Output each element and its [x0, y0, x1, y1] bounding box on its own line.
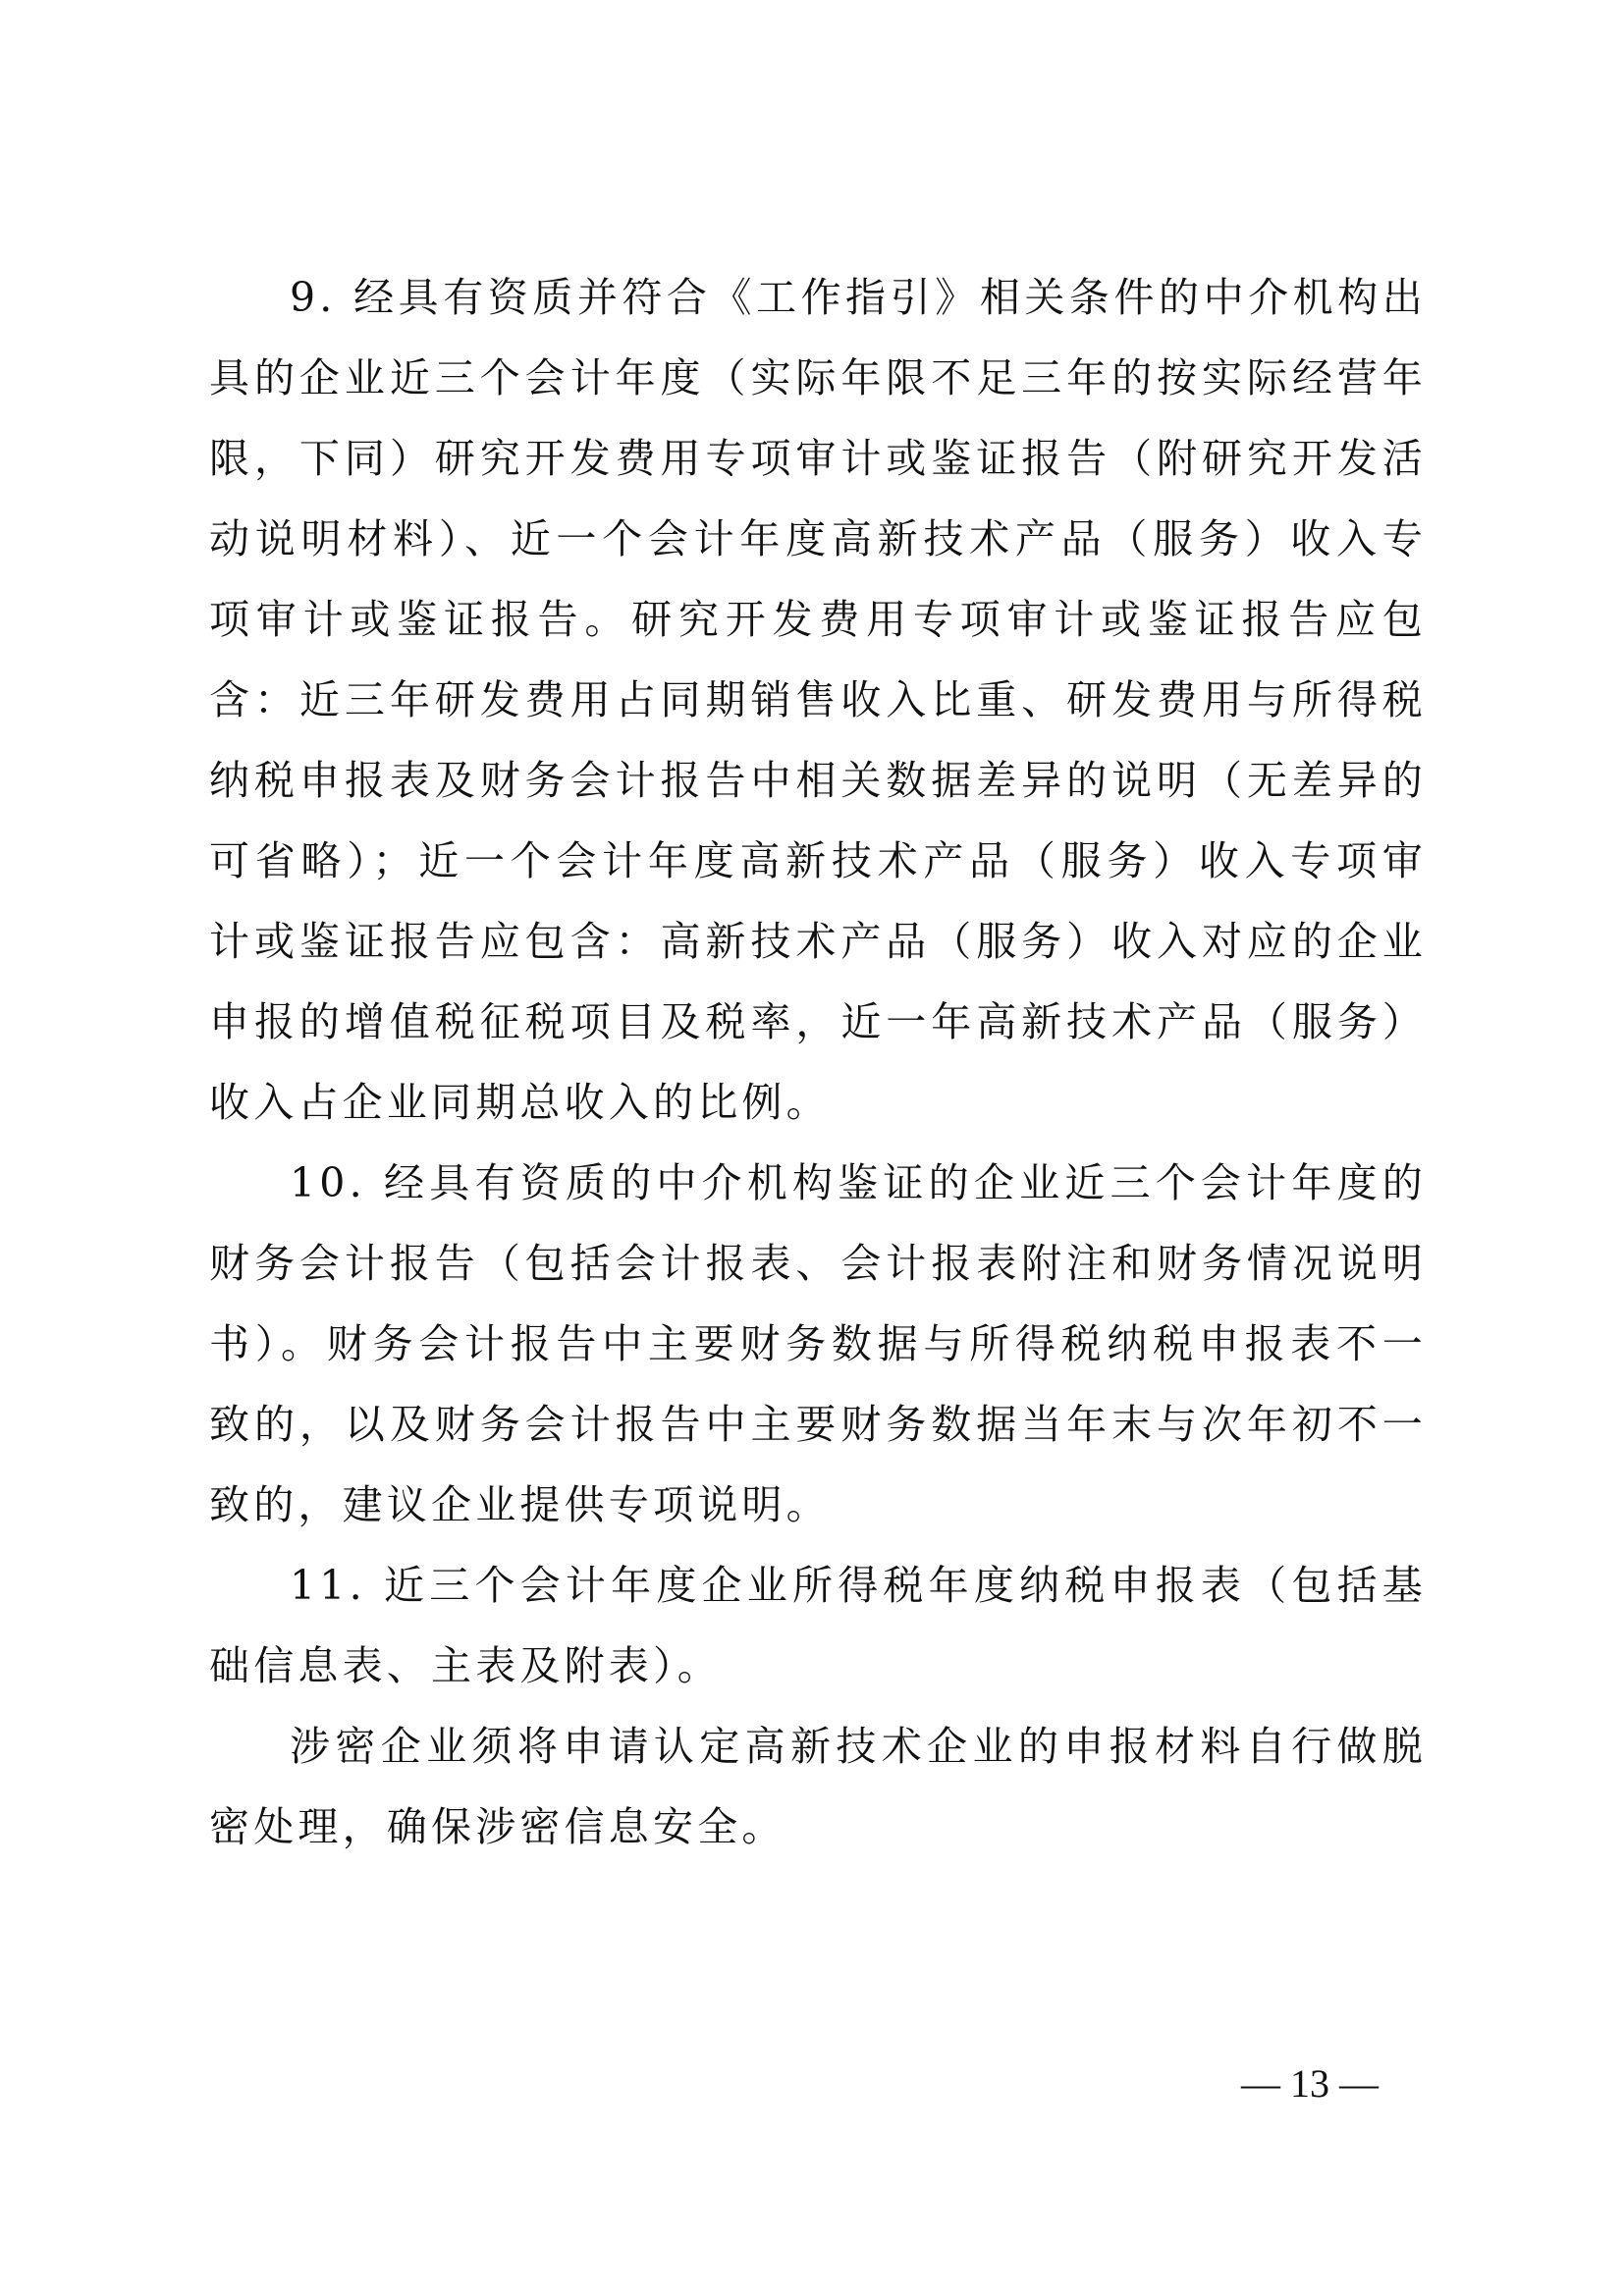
confidential-note-paragraph: 涉密企业须将申请认定高新技术企业的申报材料自行做脱密处理，确保涉密信息安全。 — [209, 1723, 1427, 1850]
page-number: — 13 — — [1241, 2061, 1379, 2106]
item-10-paragraph: 10. 经具有资质的中介机构鉴证的企业近三个会计年度的财务会计报告（包括会计报表、会计报表附注和财务情况说明书）。财务会计报告中主要财务数据与所得税纳税申报表不一致的，以及财务会计报告中主要财务数据当年末与次年初不一致的，建议企业提供专项说明。 — [209, 1159, 1427, 1528]
item-11-paragraph: 11. 近三个会计年度企业所得税年度纳税申报表（包括基础信息表、主表及附表）。 — [209, 1562, 1427, 1689]
document-body — [209, 257, 1427, 1867]
item-9-paragraph: 9. 经具有资质并符合《工作指引》相关条件的中介机构出具的企业近三个会计年度（实际年限不足三年的按实际经营年限，下同）研究开发费用专项审计或鉴证报告（附研究开发活动说明材料）、近一个会计年度高新技术产品（服务）收入专项审计或鉴证报告。研究开发费用专项审计或鉴证报告应包含：近三年研发费用占同期销售收入比重、研发费用与所得税纳税申报表及财务会计报告中相关数据差异的说明（无差异的可省略）；近一个会计年度高新技术产品（服务）收入专项审计或鉴证报告应包含：高新技术产品（服务）收入对应的企业申报的增值税征税项目及税率，近一年高新技术产品（服务）收入占企业同期总收入的比例。 — [209, 274, 1427, 1126]
